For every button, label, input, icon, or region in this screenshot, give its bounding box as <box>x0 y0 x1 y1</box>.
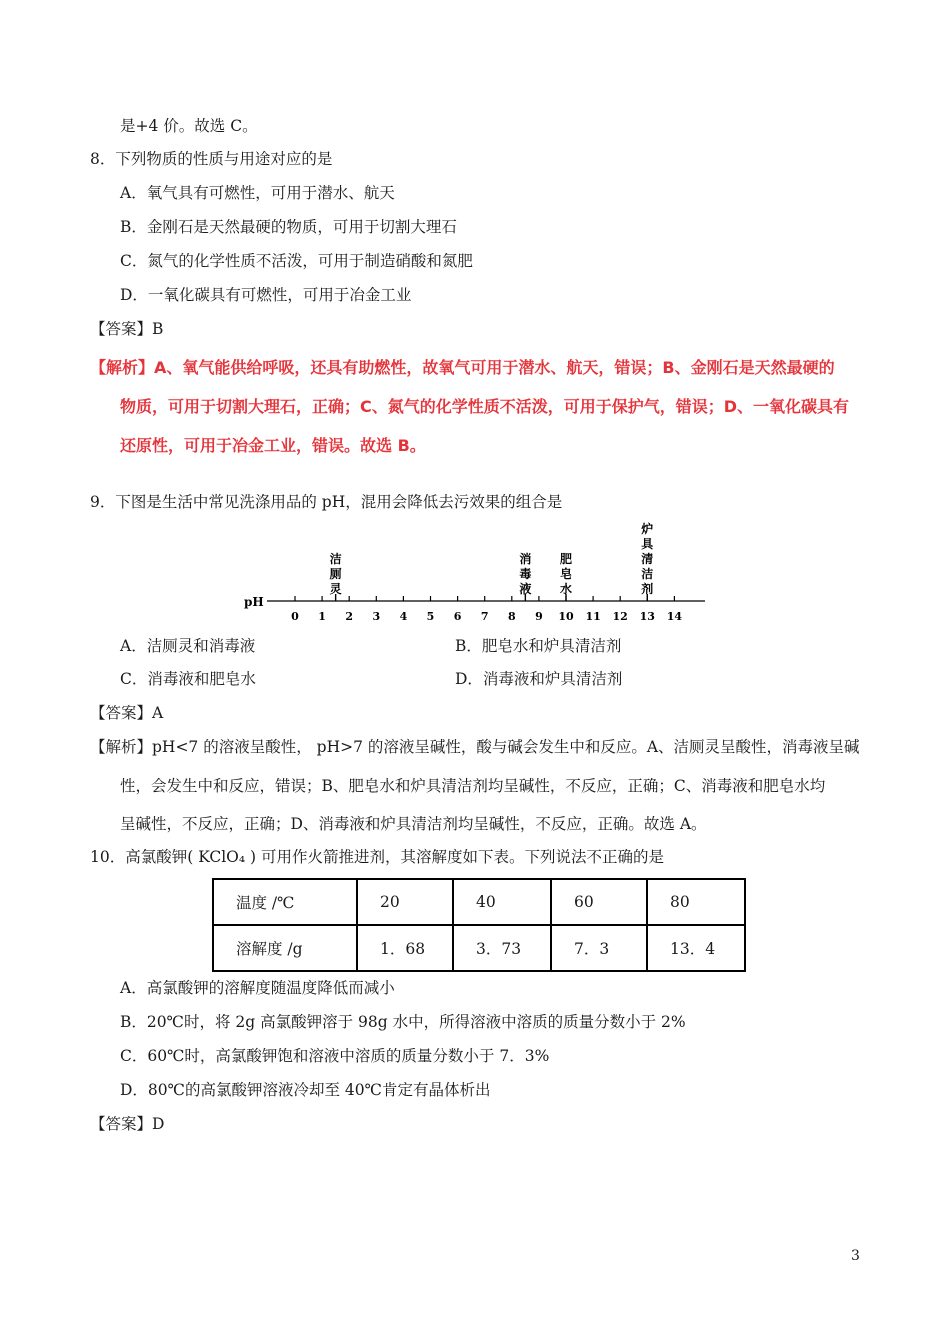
ph-tick-label: 5 <box>426 610 435 623</box>
q8-explanation-3: 还原性，可用于冶金工业，错误。故选 B。 <box>120 436 426 455</box>
q9-explanation-2: 性，会发生中和反应，错误；B、肥皂水和炉具清洁剂均呈碱性，不反应，正确；C、消毒液和肥皂水均 <box>120 777 826 795</box>
ph-tick-label: 2 <box>345 610 354 623</box>
text-line: 是+4 价。故选 C。 <box>120 117 258 135</box>
q9-explanation-3: 呈碱性，不反应，正确；D、消毒液和炉具清洁剂均呈碱性，不反应，正确。故选 A。 <box>120 815 707 833</box>
ph-item-label: 毒 <box>519 567 532 581</box>
q9-option-c: C．消毒液和肥皂水 <box>120 670 256 688</box>
ph-item-label: 厕 <box>329 567 342 581</box>
q10-option-d: D．80℃的高氯酸钾溶液冷却至 40℃肯定有晶体析出 <box>120 1081 491 1099</box>
q9-answer: 【答案】A <box>90 704 164 722</box>
table-cell: 80 <box>647 879 745 925</box>
ph-item-label: 灵 <box>329 582 342 596</box>
ph-tick-label: 3 <box>372 610 381 623</box>
table-row <box>213 925 745 971</box>
ph-item-label: 炉 <box>641 522 654 536</box>
ph-axis-label: pH <box>244 595 264 609</box>
ph-item-label: 消 <box>519 552 532 566</box>
q10-answer: 【答案】D <box>90 1115 165 1133</box>
ph-tick-label: 9 <box>535 610 543 623</box>
q10-option-b: B．20℃时，将 2g 高氯酸钾溶于 98g 水中，所得溶液中溶质的质量分数小于 2% <box>120 1013 686 1031</box>
ph-tick-label: 13 <box>639 610 655 623</box>
table-row <box>213 879 745 925</box>
ph-scale-diagram <box>240 515 710 627</box>
ph-item-label: 液 <box>519 582 532 596</box>
ph-tick-label: 6 <box>453 610 462 623</box>
q10-option-c: C．60℃时，高氯酸钾饱和溶液中溶质的质量分数小于 7．3% <box>120 1047 550 1065</box>
table-cell: 温度 /℃ <box>213 879 357 925</box>
ph-item-label: 水 <box>559 582 573 596</box>
ph-tick-label: 1 <box>318 610 326 623</box>
q9-option-a: A．洁厕灵和消毒液 <box>120 637 256 655</box>
ph-item-label: 皂 <box>559 567 573 581</box>
q8-option-b: B．金刚石是天然最硬的物质，可用于切割大理石 <box>120 218 457 236</box>
q8-option-a: A．氧气具有可燃性，可用于潜水、航天 <box>120 184 395 202</box>
ph-item-label: 肥 <box>559 552 573 566</box>
q9-option-d: D．消毒液和炉具清洁剂 <box>455 670 623 688</box>
table-cell: 7．3 <box>551 925 647 971</box>
ph-tick-label: 14 <box>666 610 683 623</box>
ph-tick-label: 10 <box>558 610 574 623</box>
q8-answer: 【答案】B <box>90 320 164 338</box>
table-cell: 40 <box>453 879 551 925</box>
ph-tick-label: 0 <box>291 610 299 623</box>
ph-item-label: 洁 <box>329 552 342 566</box>
q8-option-c: C．氮气的化学性质不活泼，可用于制造硝酸和氮肥 <box>120 252 473 270</box>
ph-item-label: 具 <box>641 537 654 551</box>
q8-option-d: D．一氧化碳具有可燃性，可用于冶金工业 <box>120 286 412 304</box>
table-cell: 60 <box>551 879 647 925</box>
q8-explanation-2: 物质，可用于切割大理石，正确；C、氮气的化学性质不活泼，可用于保护气，错误；D、一氧化碳具有 <box>120 397 850 416</box>
table-cell: 溶解度 /g <box>213 925 357 971</box>
table-cell: 20 <box>357 879 453 925</box>
solubility-table <box>212 878 746 972</box>
q9-explanation-1: 【解析】pH<7 的溶液呈酸性， pH>7 的溶液呈碱性，酸与碱会发生中和反应。A、洁厕灵呈酸性，消毒液呈碱 <box>90 738 860 756</box>
q8-explanation-1: 【解析】A、氧气能供给呼吸，还具有助燃性，故氧气可用于潜水、航天，错误；B、金刚石是天然最硬的 <box>90 358 835 377</box>
table-cell: 13．4 <box>647 925 745 971</box>
ph-item-label: 清 <box>641 552 654 566</box>
question-8: 8．下列物质的性质与用途对应的是 <box>90 150 333 168</box>
q10-option-a: A．高氯酸钾的溶解度随温度降低而减小 <box>120 979 395 997</box>
question-10: 10．高氯酸钾( KClO₄ ) 可用作火箭推进剂，其溶解度如下表。下列说法不正确的是 <box>90 848 665 866</box>
ph-tick-label: 7 <box>480 610 489 623</box>
ph-item-label: 洁 <box>641 567 654 581</box>
question-9: 9．下图是生活中常见洗涤用品的 pH，混用会降低去污效果的组合是 <box>90 493 563 511</box>
ph-tick-label: 11 <box>585 610 601 623</box>
q9-option-b: B．肥皂水和炉具清洁剂 <box>455 637 622 655</box>
ph-item-label: 剂 <box>641 582 654 596</box>
ph-tick-label: 4 <box>399 610 408 623</box>
ph-tick-label: 12 <box>612 610 628 623</box>
page-number: 3 <box>851 1248 860 1264</box>
table-cell: 3．73 <box>453 925 551 971</box>
table-cell: 1．68 <box>357 925 453 971</box>
ph-tick-label: 8 <box>507 610 516 623</box>
